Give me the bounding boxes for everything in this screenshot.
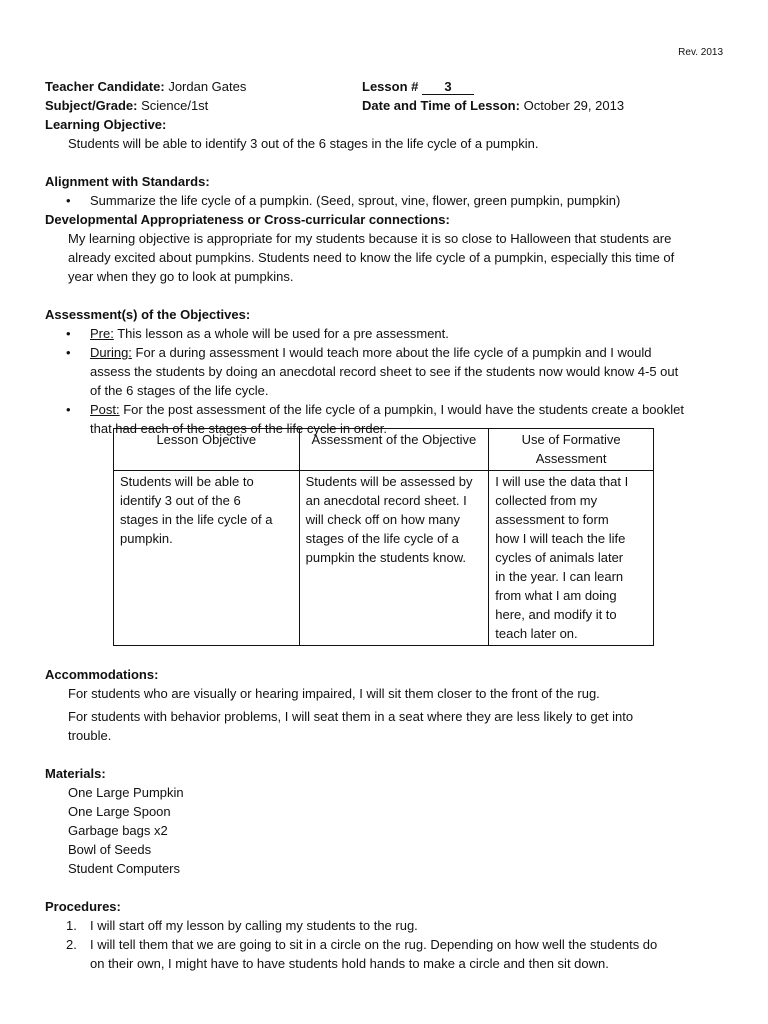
list-item: Garbage bags x2 xyxy=(68,823,168,838)
lesson-number: 3 xyxy=(422,79,474,95)
lesson-header xyxy=(45,77,735,115)
list-item: Student Computers xyxy=(68,861,181,876)
list-item: One Large Pumpkin xyxy=(68,785,184,800)
subject-value: Science/1st xyxy=(141,98,209,113)
assessment-heading: Assessment(s) of the Objectives: xyxy=(45,307,251,322)
teacher-line xyxy=(45,77,362,96)
table-header-cell: Lesson Objective xyxy=(114,429,300,471)
materials-list xyxy=(45,783,735,878)
objective-assessment-table xyxy=(113,428,654,646)
accommodations-para-1: For students who are visually or hearing impaired, I will sit them closer to the front of the rug. xyxy=(68,686,600,701)
materials-heading: Materials: xyxy=(45,766,106,781)
accommodations-heading: Accommodations: xyxy=(45,667,159,682)
lesson-body xyxy=(45,115,735,973)
standards-item: • Summarize the life cycle of a pumpkin. (Seed, sprout, vine, flower, green pumpkin, pumpkin) xyxy=(66,193,621,208)
revision-label: Rev. 2013 xyxy=(678,47,723,58)
developmental-heading: Developmental Appropriateness or Cross-curricular connections: xyxy=(45,212,450,227)
procedure-item: 1. I will start off my lesson by calling my students to the rug. xyxy=(66,918,418,933)
accommodations-para-2: For students with behavior problems, I will seat them in a seat where they are less likely to get into trouble. xyxy=(68,709,634,743)
list-item: One Large Spoon xyxy=(68,804,171,819)
lesson-label: Lesson # xyxy=(362,79,419,94)
table-cell-assessment: Students will be assessed by an anecdotal record sheet. I will check off on how many stages of the life cycle of a pumpkin the students know. xyxy=(299,471,489,646)
subject-label: Subject/Grade: xyxy=(45,98,138,113)
table-header-cell: Assessment of the Objective xyxy=(299,429,489,471)
assessment-item-during: • During: For a during assessment I would teach more about the life cycle of a pumpkin and I would assess the students by doing an anecdotal record sheet to see if the students now would know 4-5 out of the 6 stages of the life cycle. xyxy=(66,345,679,398)
assessment-list xyxy=(45,324,735,436)
procedures-list xyxy=(45,916,735,973)
lesson-line xyxy=(362,77,474,96)
table-cell-formative: I will use the data that I collected from my assessment to form how I will teach the life cycles of animals later in the year. I can learn from what I am doing here, and modify it to teach later on. xyxy=(489,471,654,646)
developmental-text: My learning objective is appropriate for my students because it is so close to Halloween that students are already excited about pumpkins. Students need to know the life cycle of a pumpkin, especially this time of year when they go to look at pumpkins. xyxy=(68,231,675,284)
date-value: October 29, 2013 xyxy=(523,98,625,113)
procedures-heading: Procedures: xyxy=(45,899,121,914)
procedure-item: 2. I will tell them that we are going to sit in a circle on the rug. Depending on how well the students do on their own, I might have to have students hold hands to make a circle and then sit down. xyxy=(66,937,658,971)
table-cell-objective: Students will be able to identify 3 out of the 6 stages in the life cycle of a pumpkin. xyxy=(114,471,300,646)
subject-line xyxy=(45,96,362,115)
teacher-name: Jordan Gates xyxy=(168,79,247,94)
teacher-label: Teacher Candidate: xyxy=(45,79,165,94)
learning-objective-heading: Learning Objective: xyxy=(45,117,167,132)
date-label: Date and Time of Lesson: xyxy=(362,98,520,113)
assessment-item-post: • Post: For the post assessment of the life cycle of a pumpkin, I would have the students create a booklet that had each of the stages of the life cycle in order. xyxy=(66,402,684,436)
assessment-item-pre: • Pre: This lesson as a whole will be used for a pre assessment. xyxy=(66,326,449,341)
learning-objective-text: Students will be able to identify 3 out of the 6 stages in the life cycle of a pumpkin. xyxy=(68,136,539,151)
table-header-cell: Use of Formative Assessment xyxy=(489,429,654,471)
list-item: Bowl of Seeds xyxy=(68,842,152,857)
table-row xyxy=(114,471,654,646)
standards-heading: Alignment with Standards: xyxy=(45,174,210,189)
date-line xyxy=(362,96,624,115)
standards-list xyxy=(45,191,735,210)
